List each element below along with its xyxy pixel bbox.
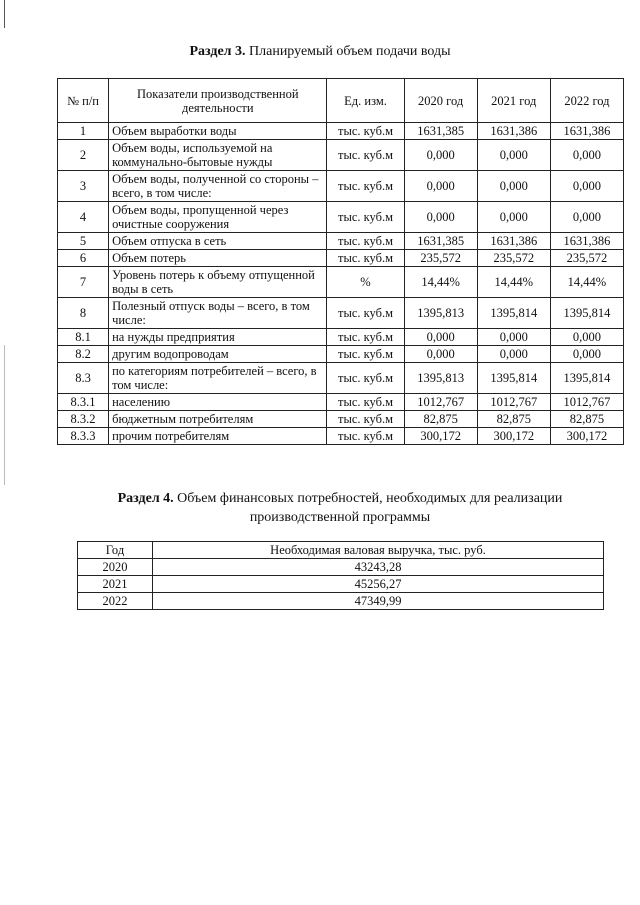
table-row	[58, 298, 624, 329]
row-num: 8	[58, 298, 109, 329]
header-revenue: Необходимая валовая выручка, тыс. руб.	[153, 542, 604, 559]
row-value-2021: 14,44%	[477, 267, 550, 298]
row-num: 8.1	[58, 329, 109, 346]
row-value-2021: 300,172	[477, 428, 550, 445]
section-3-heading	[0, 44, 640, 60]
row-indicator: Уровень потерь к объему отпущенной воды в сеть	[109, 267, 327, 298]
row-value-2022: 0,000	[550, 202, 623, 233]
row-value-2020: 14,44%	[404, 267, 477, 298]
row-value-2022: 0,000	[550, 329, 623, 346]
row-unit: тыс. куб.м	[327, 329, 404, 346]
row-value-2022: 235,572	[550, 250, 623, 267]
table-row	[58, 363, 624, 394]
row-unit: тыс. куб.м	[327, 233, 404, 250]
row-value-2022: 1631,386	[550, 123, 623, 140]
row-unit: тыс. куб.м	[327, 202, 404, 233]
row-value-2021: 235,572	[477, 250, 550, 267]
row-indicator: прочим потребителям	[109, 428, 327, 445]
row-indicator: другим водопроводам	[109, 346, 327, 363]
row-revenue: 45256,27	[153, 576, 604, 593]
row-year: 2022	[78, 593, 153, 610]
row-year: 2020	[78, 559, 153, 576]
row-num: 5	[58, 233, 109, 250]
row-num: 8.3.2	[58, 411, 109, 428]
header-indicator: Показатели производственной деятельности	[109, 79, 327, 123]
table-row	[58, 233, 624, 250]
row-value-2022: 0,000	[550, 140, 623, 171]
header-2021: 2021 год	[477, 79, 550, 123]
financial-needs-table-body	[78, 559, 604, 610]
row-year: 2021	[78, 576, 153, 593]
row-num: 2	[58, 140, 109, 171]
table-row	[58, 250, 624, 267]
table-row	[58, 346, 624, 363]
table-row	[58, 394, 624, 411]
row-num: 1	[58, 123, 109, 140]
table-row	[78, 593, 604, 610]
section-4-heading	[80, 489, 600, 527]
header-num: № п/п	[58, 79, 109, 123]
header-2022: 2022 год	[550, 79, 623, 123]
row-unit: тыс. куб.м	[327, 346, 404, 363]
section-3-title: Планируемый объем подачи воды	[249, 44, 451, 59]
row-value-2021: 0,000	[477, 202, 550, 233]
row-value-2022: 1012,767	[550, 394, 623, 411]
row-value-2021: 0,000	[477, 171, 550, 202]
row-value-2021: 0,000	[477, 346, 550, 363]
row-unit: тыс. куб.м	[327, 394, 404, 411]
header-unit: Ед. изм.	[327, 79, 404, 123]
table-header-row	[78, 542, 604, 559]
row-num: 7	[58, 267, 109, 298]
row-indicator: по категориям потребителей – всего, в том числе:	[109, 363, 327, 394]
scan-edge-mark	[4, 345, 5, 485]
row-unit: %	[327, 267, 404, 298]
row-num: 6	[58, 250, 109, 267]
row-value-2020: 1012,767	[404, 394, 477, 411]
row-indicator: Объем воды, полученной со стороны – всего, в том числе:	[109, 171, 327, 202]
row-value-2020: 0,000	[404, 202, 477, 233]
water-supply-table	[57, 78, 624, 445]
section-4-title: Объем финансовых потребностей, необходимых для реализации производственной программы	[177, 491, 563, 525]
row-value-2020: 1631,385	[404, 233, 477, 250]
water-supply-table-body	[58, 123, 624, 445]
header-2020: 2020 год	[404, 79, 477, 123]
table-row	[78, 559, 604, 576]
row-value-2022: 1631,386	[550, 233, 623, 250]
row-unit: тыс. куб.м	[327, 298, 404, 329]
row-value-2020: 1631,385	[404, 123, 477, 140]
row-num: 8.3	[58, 363, 109, 394]
row-unit: тыс. куб.м	[327, 428, 404, 445]
row-unit: тыс. куб.м	[327, 363, 404, 394]
row-value-2021: 1012,767	[477, 394, 550, 411]
table-row	[58, 123, 624, 140]
header-year: Год	[78, 542, 153, 559]
row-indicator: бюджетным потребителям	[109, 411, 327, 428]
financial-needs-table	[77, 541, 604, 610]
row-value-2021: 1631,386	[477, 233, 550, 250]
row-indicator: Объем выработки воды	[109, 123, 327, 140]
row-value-2020: 0,000	[404, 329, 477, 346]
row-revenue: 43243,28	[153, 559, 604, 576]
scan-edge-mark	[4, 0, 5, 28]
row-indicator: Объем воды, используемой на коммунально-бытовые нужды	[109, 140, 327, 171]
table-row	[58, 171, 624, 202]
row-value-2020: 300,172	[404, 428, 477, 445]
row-indicator: на нужды предприятия	[109, 329, 327, 346]
row-value-2020: 1395,813	[404, 363, 477, 394]
table-row	[58, 202, 624, 233]
row-value-2022: 300,172	[550, 428, 623, 445]
row-unit: тыс. куб.м	[327, 123, 404, 140]
row-num: 8.2	[58, 346, 109, 363]
table-header-row	[58, 79, 624, 123]
row-num: 4	[58, 202, 109, 233]
row-value-2021: 0,000	[477, 140, 550, 171]
table-row	[58, 411, 624, 428]
row-value-2022: 14,44%	[550, 267, 623, 298]
table-row	[78, 576, 604, 593]
row-value-2022: 82,875	[550, 411, 623, 428]
table-row	[58, 140, 624, 171]
row-revenue: 47349,99	[153, 593, 604, 610]
row-value-2020: 82,875	[404, 411, 477, 428]
table-row	[58, 428, 624, 445]
row-num: 8.3.1	[58, 394, 109, 411]
row-value-2020: 0,000	[404, 346, 477, 363]
table-row	[58, 267, 624, 298]
row-num: 8.3.3	[58, 428, 109, 445]
row-indicator: Объем отпуска в сеть	[109, 233, 327, 250]
section-3-prefix: Раздел 3.	[189, 44, 246, 59]
row-unit: тыс. куб.м	[327, 411, 404, 428]
row-value-2022: 1395,814	[550, 363, 623, 394]
row-num: 3	[58, 171, 109, 202]
row-value-2020: 1395,813	[404, 298, 477, 329]
row-value-2021: 0,000	[477, 329, 550, 346]
row-value-2021: 82,875	[477, 411, 550, 428]
row-value-2022: 0,000	[550, 171, 623, 202]
row-indicator: населению	[109, 394, 327, 411]
table-row	[58, 329, 624, 346]
row-value-2021: 1395,814	[477, 363, 550, 394]
section-4-prefix: Раздел 4.	[117, 491, 174, 506]
row-value-2022: 0,000	[550, 346, 623, 363]
row-unit: тыс. куб.м	[327, 250, 404, 267]
row-value-2021: 1395,814	[477, 298, 550, 329]
row-unit: тыс. куб.м	[327, 171, 404, 202]
row-value-2022: 1395,814	[550, 298, 623, 329]
row-value-2020: 0,000	[404, 140, 477, 171]
row-unit: тыс. куб.м	[327, 140, 404, 171]
row-value-2020: 0,000	[404, 171, 477, 202]
row-indicator: Полезный отпуск воды – всего, в том числе:	[109, 298, 327, 329]
row-indicator: Объем воды, пропущенной через очистные сооружения	[109, 202, 327, 233]
row-value-2021: 1631,386	[477, 123, 550, 140]
row-indicator: Объем потерь	[109, 250, 327, 267]
row-value-2020: 235,572	[404, 250, 477, 267]
